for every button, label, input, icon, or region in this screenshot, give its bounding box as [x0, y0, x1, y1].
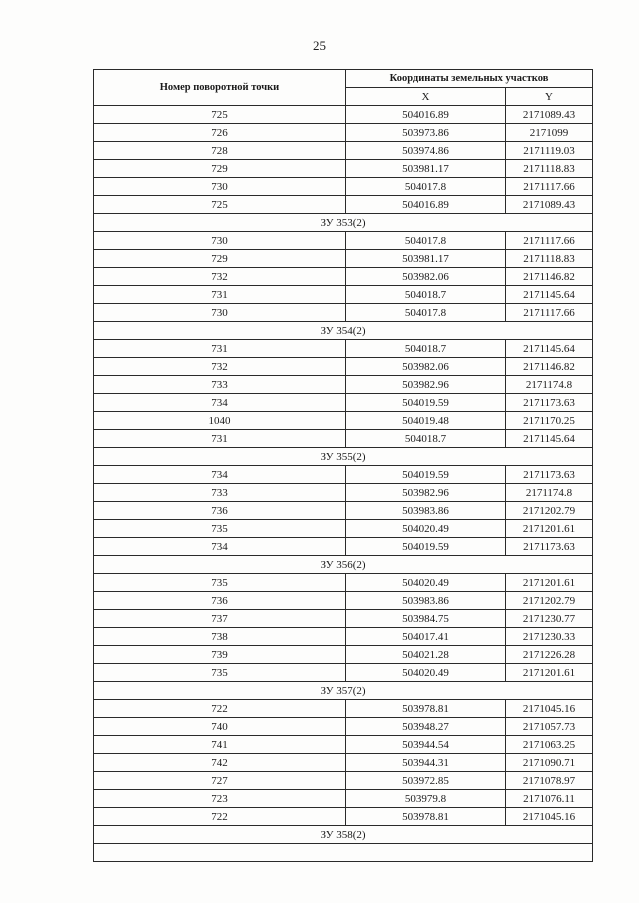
cell-y: 2171118.83 — [506, 160, 593, 178]
cell-point-number: 1040 — [94, 412, 346, 430]
continuation-cell — [94, 844, 593, 862]
header-point-number: Номер поворотной точки — [94, 70, 346, 106]
cell-point-number: 730 — [94, 232, 346, 250]
cell-point-number: 729 — [94, 160, 346, 178]
coordinates-table — [93, 69, 593, 862]
table-row — [94, 196, 593, 214]
cell-x: 504020.49 — [346, 664, 506, 682]
cell-y: 2171173.63 — [506, 538, 593, 556]
section-label: ЗУ 358(2) — [94, 826, 593, 844]
table-row — [94, 412, 593, 430]
cell-point-number: 728 — [94, 142, 346, 160]
page-number: 25 — [313, 38, 326, 53]
section-label: ЗУ 353(2) — [94, 214, 593, 232]
cell-x: 504019.59 — [346, 538, 506, 556]
cell-x: 504018.7 — [346, 286, 506, 304]
cell-point-number: 722 — [94, 700, 346, 718]
cell-x: 503982.06 — [346, 268, 506, 286]
cell-y: 2171145.64 — [506, 286, 593, 304]
cell-y: 2171118.83 — [506, 250, 593, 268]
cell-y: 2171226.28 — [506, 646, 593, 664]
section-label: ЗУ 354(2) — [94, 322, 593, 340]
cell-x: 503981.17 — [346, 250, 506, 268]
cell-y: 2171201.61 — [506, 520, 593, 538]
table-row — [94, 304, 593, 322]
table-row — [94, 376, 593, 394]
table-body — [94, 106, 593, 862]
table-row — [94, 736, 593, 754]
cell-y: 2171230.33 — [506, 628, 593, 646]
cell-y: 2171078.97 — [506, 772, 593, 790]
table-row — [94, 502, 593, 520]
section-label: ЗУ 357(2) — [94, 682, 593, 700]
cell-x: 503978.81 — [346, 700, 506, 718]
table-row — [94, 124, 593, 142]
cell-point-number: 731 — [94, 340, 346, 358]
header-y: Y — [506, 88, 593, 106]
table-row — [94, 646, 593, 664]
cell-point-number: 732 — [94, 268, 346, 286]
cell-y: 2171076.11 — [506, 790, 593, 808]
cell-y: 2171089.43 — [506, 106, 593, 124]
table-row — [94, 358, 593, 376]
cell-point-number: 737 — [94, 610, 346, 628]
cell-point-number: 734 — [94, 538, 346, 556]
table-row — [94, 232, 593, 250]
cell-y: 2171119.03 — [506, 142, 593, 160]
cell-point-number: 735 — [94, 520, 346, 538]
cell-y: 2171117.66 — [506, 304, 593, 322]
section-row — [94, 322, 593, 340]
cell-y: 2171201.61 — [506, 664, 593, 682]
cell-y: 2171045.16 — [506, 808, 593, 826]
cell-x: 503984.75 — [346, 610, 506, 628]
table-row — [94, 178, 593, 196]
cell-point-number: 727 — [94, 772, 346, 790]
table-row — [94, 430, 593, 448]
cell-point-number: 732 — [94, 358, 346, 376]
cell-y: 2171173.63 — [506, 394, 593, 412]
cell-point-number: 730 — [94, 304, 346, 322]
cell-y: 2171063.25 — [506, 736, 593, 754]
cell-point-number: 734 — [94, 394, 346, 412]
table-row — [94, 718, 593, 736]
cell-point-number: 736 — [94, 592, 346, 610]
cell-x: 503982.06 — [346, 358, 506, 376]
table-row — [94, 286, 593, 304]
cell-x: 504019.59 — [346, 466, 506, 484]
table-row — [94, 628, 593, 646]
cell-point-number: 733 — [94, 484, 346, 502]
cell-y: 2171090.71 — [506, 754, 593, 772]
cell-y: 2171201.61 — [506, 574, 593, 592]
cell-x: 503974.86 — [346, 142, 506, 160]
cell-x: 504016.89 — [346, 196, 506, 214]
cell-point-number: 729 — [94, 250, 346, 268]
cell-point-number: 731 — [94, 430, 346, 448]
table-row — [94, 700, 593, 718]
cell-y: 2171089.43 — [506, 196, 593, 214]
cell-point-number: 722 — [94, 808, 346, 826]
cell-point-number: 741 — [94, 736, 346, 754]
cell-x: 504020.49 — [346, 574, 506, 592]
section-row — [94, 826, 593, 844]
cell-x: 504019.59 — [346, 394, 506, 412]
table-row — [94, 538, 593, 556]
cell-y: 2171057.73 — [506, 718, 593, 736]
cell-point-number: 726 — [94, 124, 346, 142]
cell-y: 2171117.66 — [506, 232, 593, 250]
table-row — [94, 466, 593, 484]
cell-y: 2171117.66 — [506, 178, 593, 196]
cell-x: 504017.8 — [346, 178, 506, 196]
cell-point-number: 733 — [94, 376, 346, 394]
table-row — [94, 340, 593, 358]
cell-point-number: 731 — [94, 286, 346, 304]
cell-point-number: 740 — [94, 718, 346, 736]
table-row — [94, 394, 593, 412]
cell-point-number: 725 — [94, 196, 346, 214]
table-continuation — [94, 844, 593, 862]
cell-point-number: 738 — [94, 628, 346, 646]
table-row — [94, 250, 593, 268]
cell-x: 503944.54 — [346, 736, 506, 754]
section-row — [94, 214, 593, 232]
cell-point-number: 723 — [94, 790, 346, 808]
table-row — [94, 160, 593, 178]
cell-y: 2171146.82 — [506, 358, 593, 376]
section-label: ЗУ 356(2) — [94, 556, 593, 574]
cell-x: 503972.85 — [346, 772, 506, 790]
cell-point-number: 725 — [94, 106, 346, 124]
table-row — [94, 142, 593, 160]
table-header-row — [94, 70, 593, 88]
cell-y: 2171145.64 — [506, 340, 593, 358]
cell-y: 2171173.63 — [506, 466, 593, 484]
cell-x: 504017.8 — [346, 304, 506, 322]
cell-x: 503979.8 — [346, 790, 506, 808]
cell-x: 504016.89 — [346, 106, 506, 124]
table-row — [94, 790, 593, 808]
section-row — [94, 448, 593, 466]
cell-y: 2171174.8 — [506, 484, 593, 502]
table-row — [94, 610, 593, 628]
table-row — [94, 808, 593, 826]
cell-x: 504019.48 — [346, 412, 506, 430]
cell-y: 2171146.82 — [506, 268, 593, 286]
cell-point-number: 736 — [94, 502, 346, 520]
cell-x: 503982.96 — [346, 376, 506, 394]
table-row — [94, 592, 593, 610]
cell-y: 2171099 — [506, 124, 593, 142]
cell-point-number: 742 — [94, 754, 346, 772]
table-row — [94, 754, 593, 772]
cell-point-number: 735 — [94, 574, 346, 592]
cell-y: 2171230.77 — [506, 610, 593, 628]
cell-y: 2171145.64 — [506, 430, 593, 448]
cell-x: 503948.27 — [346, 718, 506, 736]
cell-x: 503983.86 — [346, 592, 506, 610]
table-row — [94, 520, 593, 538]
header-coordinates: Координаты земельных участков — [346, 70, 593, 88]
table-row — [94, 106, 593, 124]
header-x: X — [346, 88, 506, 106]
cell-x: 503981.17 — [346, 160, 506, 178]
cell-point-number: 730 — [94, 178, 346, 196]
cell-x: 504017.41 — [346, 628, 506, 646]
cell-x: 503983.86 — [346, 502, 506, 520]
table-row — [94, 664, 593, 682]
cell-x: 504020.49 — [346, 520, 506, 538]
cell-x: 503978.81 — [346, 808, 506, 826]
cell-x: 504021.28 — [346, 646, 506, 664]
cell-x: 503944.31 — [346, 754, 506, 772]
cell-x: 503982.96 — [346, 484, 506, 502]
table-row — [94, 772, 593, 790]
cell-x: 503973.86 — [346, 124, 506, 142]
cell-point-number: 735 — [94, 664, 346, 682]
section-row — [94, 556, 593, 574]
cell-y: 2171170.25 — [506, 412, 593, 430]
cell-y: 2171045.16 — [506, 700, 593, 718]
cell-y: 2171202.79 — [506, 592, 593, 610]
cell-x: 504017.8 — [346, 232, 506, 250]
table-row — [94, 574, 593, 592]
table-row — [94, 484, 593, 502]
cell-x: 504018.7 — [346, 340, 506, 358]
table-row — [94, 268, 593, 286]
section-row — [94, 682, 593, 700]
cell-y: 2171202.79 — [506, 502, 593, 520]
cell-point-number: 739 — [94, 646, 346, 664]
cell-point-number: 734 — [94, 466, 346, 484]
cell-y: 2171174.8 — [506, 376, 593, 394]
cell-x: 504018.7 — [346, 430, 506, 448]
section-label: ЗУ 355(2) — [94, 448, 593, 466]
